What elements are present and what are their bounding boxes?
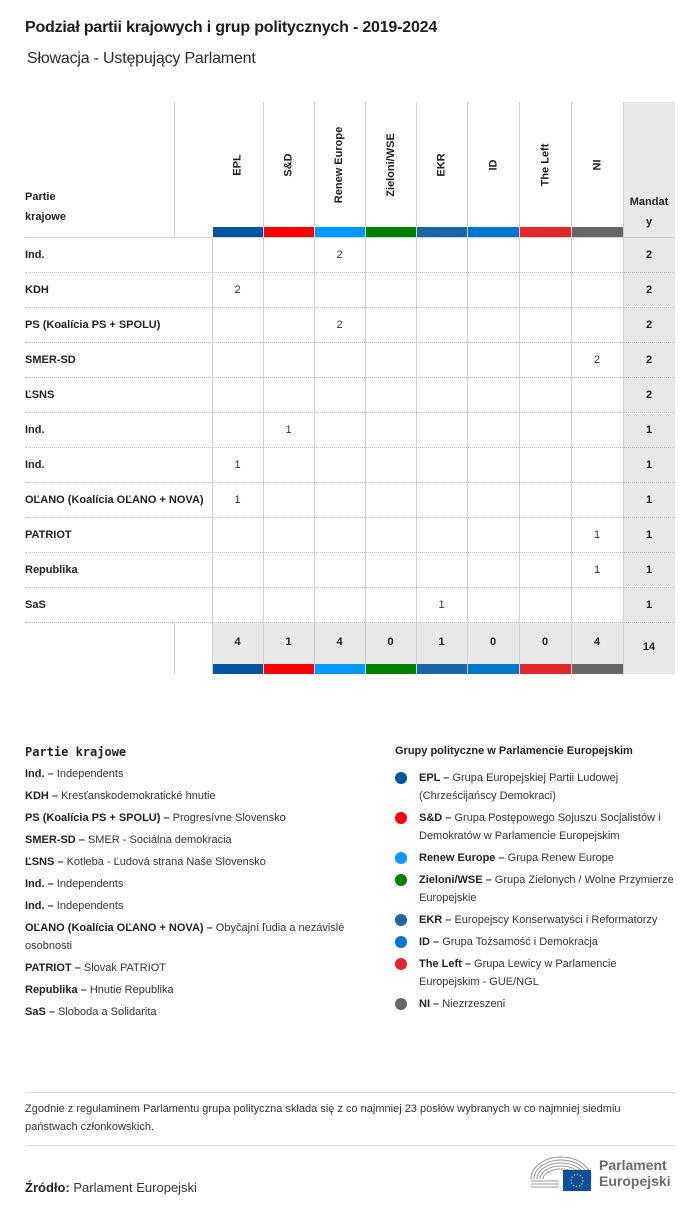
grand-total: 14 [642, 641, 656, 653]
legend-group-item: Renew Europe – Grupa Renew Europe [395, 849, 675, 867]
column-header-zieloni-wse: Zieloni/WSE [384, 132, 397, 197]
seat-cell: 2 [234, 284, 241, 296]
party-name: Ind. [25, 249, 45, 261]
legend-group-item: S&D – Grupa Postępowego Sojuszu Socjalistów i Demokratów w Parlamencie Europejskim [395, 809, 675, 845]
seat-cell [416, 518, 467, 553]
seat-cell [416, 273, 467, 308]
legend-party-item: ĽSNS – Kotleba - Ľudová strana Naše Slovensko [25, 856, 266, 868]
seat-cell [467, 518, 519, 553]
seat-cell [212, 518, 263, 553]
row-total: 2 [645, 354, 653, 366]
table-row [25, 378, 675, 413]
source-value: Parlament Europejski [73, 1180, 197, 1195]
seat-cell [314, 343, 365, 378]
seat-cell [263, 273, 314, 308]
seat-cell: 1 [234, 494, 241, 506]
row-total: 2 [645, 249, 653, 261]
column-header-ekr: EKR [435, 152, 448, 177]
footer-divider-bottom [25, 1145, 675, 1146]
column-header-id: ID [487, 159, 499, 170]
party-name: KDH [25, 284, 49, 296]
seat-cell [416, 238, 467, 273]
group-color-bar [468, 664, 519, 674]
group-color-bar [366, 664, 416, 674]
group-color-bar [264, 227, 314, 237]
seat-cell [467, 343, 519, 378]
seat-cell [467, 413, 519, 448]
seat-cell: 2 [336, 319, 343, 331]
party-column-header: Partie krajowe [25, 191, 66, 223]
legend-group-item: Zieloni/WSE – Grupa Zielonych / Wolne Przymierze Europejskie [395, 871, 675, 907]
column-divider [174, 102, 175, 237]
seat-cell [314, 273, 365, 308]
seat-cell [263, 238, 314, 273]
group-total: 4 [234, 636, 241, 648]
seat-cell [467, 238, 519, 273]
row-total: 1 [645, 599, 653, 611]
seat-cell [314, 378, 365, 413]
seat-cell [365, 553, 416, 588]
group-color-dot-icon [395, 958, 407, 970]
group-color-dot-icon [395, 874, 407, 886]
group-color-bar [572, 227, 623, 237]
seat-cell [571, 378, 623, 413]
party-name: PATRIOT [25, 529, 72, 541]
seat-cell [416, 553, 467, 588]
seat-cell [212, 343, 263, 378]
table-row [25, 238, 675, 273]
seat-cell [519, 273, 571, 308]
party-name: SaS [25, 599, 46, 611]
seat-cell [416, 413, 467, 448]
seat-distribution-table [25, 102, 675, 674]
table-row [25, 448, 675, 483]
row-total: 1 [645, 459, 653, 471]
seat-cell [314, 588, 365, 623]
seat-cell [263, 553, 314, 588]
seat-cell [365, 343, 416, 378]
party-name: Ind. [25, 424, 45, 436]
party-name: SMER-SD [25, 354, 76, 366]
table-row [25, 483, 675, 518]
page-title: Podział partii krajowych i grup politycznych - 2019-2024 [25, 19, 438, 36]
row-total: 2 [645, 389, 653, 401]
group-total: 4 [593, 636, 601, 648]
seat-cell [263, 308, 314, 343]
seat-cell [314, 518, 365, 553]
footer-note: Zgodnie z regulaminem Parlamentu grupa polityczna składa się z co najmniej 23 posłów wybranych w co najmniej siedmiu państwach członkowskich. [25, 1103, 621, 1133]
seat-cell [416, 308, 467, 343]
seat-cell [416, 343, 467, 378]
seat-cell: 2 [336, 249, 343, 261]
legend-party-item: Ind. – Independents [25, 768, 124, 780]
group-color-bar [213, 664, 263, 674]
seat-cell [416, 483, 467, 518]
footer-divider-top [25, 1092, 675, 1093]
seat-cell [365, 588, 416, 623]
seat-cell [519, 483, 571, 518]
column-divider [174, 623, 175, 674]
seat-cell [519, 588, 571, 623]
group-color-bar [520, 227, 571, 237]
legend-party-item: Ind. – Independents [25, 900, 124, 912]
page-subtitle: Słowacja - Ustępujący Parlament [27, 50, 256, 67]
legend-group-item: ID – Grupa Tożsamość i Demokracja [395, 933, 675, 951]
seat-cell [314, 553, 365, 588]
group-color-bar [468, 227, 519, 237]
legend-party-item: Republika – Hnutie Republika [25, 984, 174, 996]
seat-cell [467, 588, 519, 623]
party-name: ĽSNS [25, 389, 55, 401]
legend-group-item: EPL – Grupa Europejskiej Partii Ludowej (Chrześcijańscy Demokraci) [395, 769, 675, 805]
party-name: OĽANO (Koalícia OĽANO + NOVA) [25, 494, 204, 506]
group-color-dot-icon [395, 812, 407, 824]
group-color-dot-icon [395, 936, 407, 948]
source-label: Źródło: [25, 1180, 70, 1195]
group-total: 4 [336, 636, 343, 648]
column-header-ni: NI [591, 159, 603, 170]
legend-group-item: EKR – Europejscy Konserwatyści i Reformatorzy [395, 911, 675, 929]
row-total: 2 [645, 319, 653, 331]
group-color-bar [315, 664, 365, 674]
seat-cell [212, 553, 263, 588]
seat-cell [519, 343, 571, 378]
seat-cell [263, 588, 314, 623]
group-total: 0 [387, 636, 394, 648]
group-color-bar [315, 227, 365, 237]
legend-national-parties-title: Partie krajowe [25, 745, 127, 759]
seat-cell [263, 483, 314, 518]
seat-cell [467, 483, 519, 518]
legend-national-parties [25, 745, 385, 1025]
seat-cell [416, 448, 467, 483]
column-header-renew-europe: Renew Europe [333, 126, 346, 203]
row-total: 1 [645, 424, 653, 436]
legend-party-item: SMER-SD – SMER - Sociálna demokracia [25, 834, 232, 846]
row-total: 1 [645, 529, 653, 541]
seat-cell [365, 308, 416, 343]
group-color-dot-icon [395, 852, 407, 864]
group-total: 0 [489, 636, 497, 648]
legend-party-item: SaS – Sloboda a Solidarita [25, 1006, 157, 1018]
seat-cell [263, 518, 314, 553]
group-total: 1 [285, 636, 292, 648]
seat-cell [467, 448, 519, 483]
seat-cell [467, 308, 519, 343]
seat-cell [571, 273, 623, 308]
seat-cell [212, 308, 263, 343]
legend-party-item: PS (Koalícia PS + SPOLU) – Progresívne Slovensko [25, 812, 286, 824]
group-total: 1 [438, 636, 445, 648]
group-color-bar [417, 664, 467, 674]
seat-cell [571, 413, 623, 448]
table-row [25, 308, 675, 343]
seat-cell [365, 483, 416, 518]
group-color-bar [520, 664, 571, 674]
seat-cell: 1 [593, 529, 601, 541]
seat-cell [263, 378, 314, 413]
legend-party-item: Ind. – Independents [25, 878, 124, 890]
seat-cell [519, 448, 571, 483]
table-row [25, 518, 675, 553]
table-row [25, 273, 675, 308]
group-color-bar [417, 227, 467, 237]
group-total: 0 [541, 636, 549, 648]
seat-cell [467, 378, 519, 413]
seat-cell: 1 [285, 424, 292, 436]
seat-cell [467, 553, 519, 588]
seat-cell: 1 [234, 459, 241, 471]
seat-cell [416, 378, 467, 413]
seat-cell [519, 518, 571, 553]
row-total: 1 [645, 564, 653, 576]
column-header-the-left: The Left [539, 143, 551, 186]
legend-political-groups [395, 745, 675, 1017]
party-name: PS (Koalícia PS + SPOLU) [25, 319, 161, 331]
group-color-bar [264, 664, 314, 674]
seat-cell [467, 273, 519, 308]
party-name: Ind. [25, 459, 45, 471]
seat-cell [365, 518, 416, 553]
seat-cell: 2 [593, 354, 601, 366]
group-color-dot-icon [395, 998, 407, 1010]
seat-cell [571, 483, 623, 518]
seat-cell [263, 343, 314, 378]
seat-cell [571, 588, 623, 623]
table-row [25, 343, 675, 378]
mandaty-column-header: Mandat y [629, 196, 669, 228]
seat-cell [519, 413, 571, 448]
seat-cell [571, 308, 623, 343]
table-row [25, 553, 675, 588]
table-row [25, 588, 675, 623]
hemicycle-icon [529, 1155, 593, 1193]
group-color-bar [213, 227, 263, 237]
seat-cell: 1 [593, 564, 601, 576]
column-header-epl: EPL [231, 153, 244, 176]
legend-group-item: The Left – Grupa Lewicy w Parlamencie Europejskim - GUE/NGL [395, 955, 675, 991]
seat-cell [519, 238, 571, 273]
seat-cell [314, 483, 365, 518]
seat-cell [212, 238, 263, 273]
legend-party-item: PATRIOT – Slovak PATRIOT [25, 962, 166, 974]
legend-political-groups-title: Grupy polityczne w Parlamencie Europejskim [395, 745, 633, 757]
seat-cell [519, 553, 571, 588]
seat-cell [571, 238, 623, 273]
seat-cell [314, 413, 365, 448]
group-color-bar [366, 227, 416, 237]
legend-party-item: KDH – Kresťanskodemokratické hnutie [25, 790, 216, 802]
seat-cell [365, 273, 416, 308]
seat-cell: 1 [438, 599, 445, 611]
seat-cell [519, 378, 571, 413]
seat-cell [212, 378, 263, 413]
seat-cell [365, 378, 416, 413]
column-header-s-d: S&D [282, 152, 295, 177]
legend-party-item: OĽANO (Koalícia OĽANO + NOVA) – Obyčajní ľudia a nezávislé osobnosti [25, 922, 345, 952]
seat-cell [212, 588, 263, 623]
seat-cell [365, 448, 416, 483]
seat-cell [365, 238, 416, 273]
table-row [25, 413, 675, 448]
seat-cell [571, 448, 623, 483]
row-total: 1 [645, 494, 653, 506]
legend-group-item: NI – Niezrzeszeni [395, 995, 675, 1013]
seat-cell [519, 308, 571, 343]
group-color-bar [572, 664, 623, 674]
european-parliament-logo: Parlament Europejski [529, 1155, 679, 1195]
source-credit [25, 1180, 197, 1195]
group-color-dot-icon [395, 772, 407, 784]
seat-cell [263, 448, 314, 483]
row-total: 2 [645, 284, 653, 296]
group-color-dot-icon [395, 914, 407, 926]
seat-cell [314, 448, 365, 483]
seat-cell [212, 413, 263, 448]
seat-cell [365, 413, 416, 448]
party-name: Republika [25, 564, 78, 576]
